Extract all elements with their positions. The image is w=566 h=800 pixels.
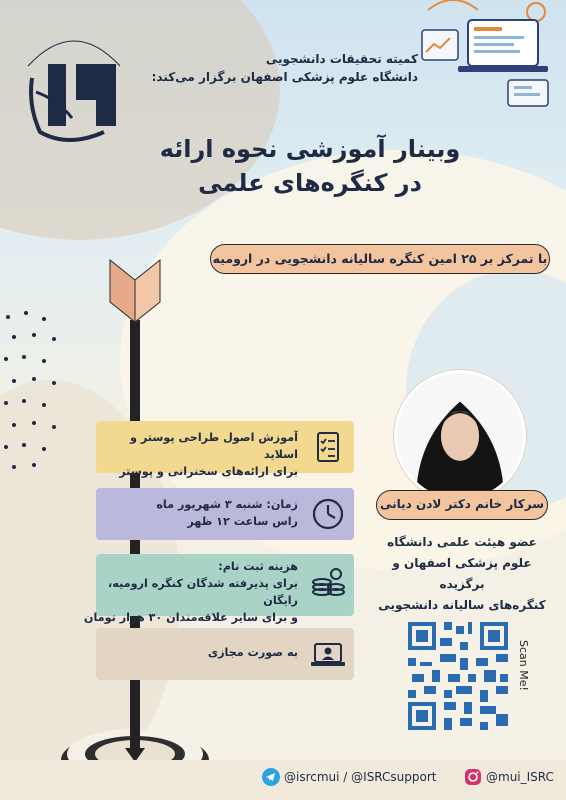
mode-item (96, 628, 354, 680)
time-line-2: راس ساعت ۱۲ ظهر (187, 515, 298, 528)
fee-line-3: و برای سایر علاقه‌مندان ۳۰ هزار تومان (83, 611, 298, 624)
speaker-name: سرکار خانم دکتر لادن دیانی (376, 490, 548, 520)
instagram-handle[interactable]: @mui_ISRC (486, 770, 554, 784)
bio-line-2: علوم پزشکی اصفهان و برگزیده (392, 556, 532, 591)
qr-code[interactable] (408, 622, 508, 730)
laptop-illustration-icon (408, 0, 558, 120)
topic-line-2: برای ارائه‌های سخنرانی و پوستر (119, 465, 298, 478)
organizer-header (148, 50, 418, 86)
time-item (96, 488, 354, 540)
topic-text (98, 429, 298, 480)
webinar-title (110, 132, 510, 200)
title-line-1: وبینار آموزشی نحوه ارائه (159, 135, 461, 163)
scan-me-text: Scan Me! (517, 640, 530, 691)
topic-line-1: آموزش اصول طراحی پوستر و اسلاید (129, 431, 298, 461)
time-text (98, 496, 298, 530)
mode-line-1: به صورت مجازی (207, 646, 298, 659)
mode-text (98, 644, 298, 661)
time-line-1: زمان: شنبه ۳ شهریور ماه (156, 498, 298, 511)
fee-item (83, 554, 354, 624)
checklist-icon (306, 425, 350, 469)
coins-icon (306, 562, 350, 606)
speaker-photo (394, 370, 526, 502)
telegram-icon (262, 768, 280, 786)
committee-name: کمیته تحقیقات دانشجویی (265, 52, 418, 66)
speaker-bio (372, 532, 552, 616)
telegram-handle[interactable]: @isrcmui / @ISRCsupport (284, 770, 437, 784)
fee-text (78, 558, 298, 626)
bio-line-1: عضو هیئت علمی دانشگاه (387, 535, 537, 549)
focus-banner: با تمرکز بر ۲۵ امین کنگره سالیانه دانشجویی در ارومیه (210, 244, 550, 274)
bio-line-3: کنگره‌های سالیانه دانشجویی (378, 598, 546, 612)
fee-line-1: هزینه ثبت نام: (218, 560, 298, 573)
clock-icon (306, 492, 350, 536)
instagram-icon (464, 768, 482, 786)
topic-item (96, 421, 354, 478)
speaker-portrait-icon (397, 373, 523, 499)
scan-me-label (514, 640, 534, 710)
fee-line-2: برای پذیرفته شدگان کنگره ارومیه، رایگان (108, 577, 298, 607)
online-user-icon (306, 632, 350, 676)
title-line-2: در کنگره‌های علمی (198, 169, 422, 197)
university-line: دانشگاه علوم پزشکی اصفهان برگزار می‌کند: (151, 70, 418, 84)
